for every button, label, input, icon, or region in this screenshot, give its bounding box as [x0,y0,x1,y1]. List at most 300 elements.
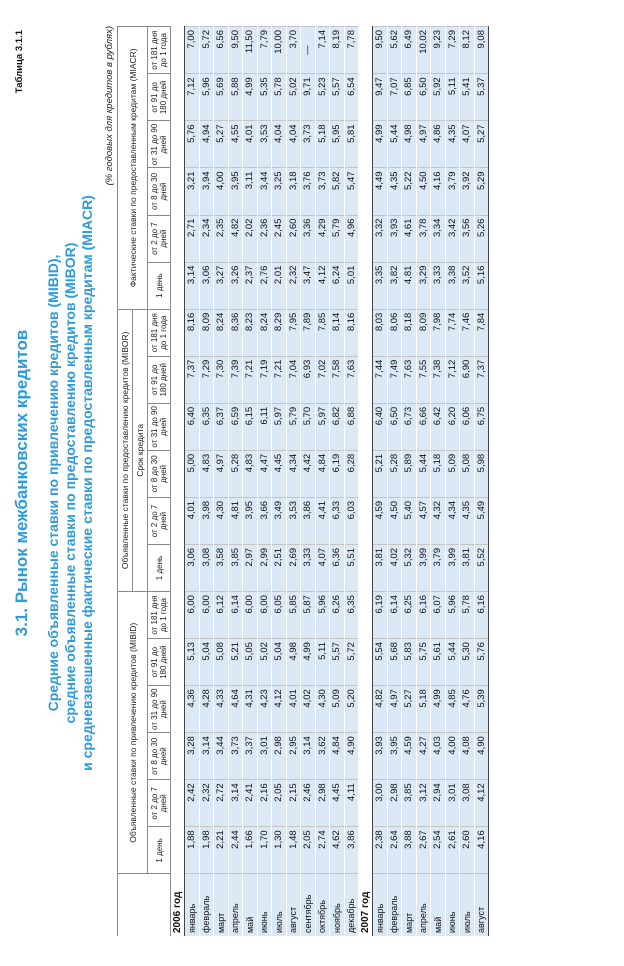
value-cell: 4,16 [431,168,446,215]
value-cell: 7,30 [214,356,229,403]
value-cell: 7,98 [431,309,446,356]
value-cell: 5,18 [416,686,431,733]
value-cell: 2,44 [228,827,243,874]
value-cell: 2,34 [199,215,214,262]
value-cell: 4,99 [373,121,388,168]
value-cell: 1,88 [185,827,200,874]
value-cell: 4,41 [315,497,330,544]
value-cell: 2,98 [272,733,287,780]
value-cell: 7,12 [445,356,460,403]
value-cell: 6,50 [416,74,431,121]
value-cell: 3,33 [301,544,316,591]
value-cell: 4,02 [301,686,316,733]
header-mibor: Объявленные ставки по предоставлению кредитов (MIBOR) [118,309,133,591]
table-row [373,27,388,937]
value-cell: 2,98 [315,780,330,827]
value-cell: 3,08 [199,544,214,591]
value-cell: 1,48 [286,827,301,874]
value-cell: 4,31 [243,686,258,733]
value-cell: 6,14 [387,592,402,639]
value-cell: 5,78 [460,592,475,639]
value-cell: 9,71 [301,74,316,121]
value-cell: 4,59 [373,497,388,544]
value-cell: 6,93 [301,356,316,403]
value-cell: 5,49 [474,497,489,544]
value-cell: 1,70 [257,827,272,874]
header-miacr: Фактические ставки по предоставленным кредитам (MIACR) [118,27,148,310]
value-cell: 5,52 [474,544,489,591]
value-cell: 6,00 [199,592,214,639]
month-cell: май [431,874,446,936]
value-cell: 5,88 [228,74,243,121]
value-cell: 5,26 [474,215,489,262]
term-header: от 31 до 90 дней [148,121,171,168]
month-cell: июнь [445,874,460,936]
value-cell: 9,08 [474,27,489,74]
value-cell: 4,49 [373,168,388,215]
value-cell: 8,24 [257,309,272,356]
value-cell: 5,75 [416,639,431,686]
year-label: 2006 год [171,27,185,937]
value-cell: 4,76 [460,686,475,733]
value-cell: 6,40 [373,403,388,450]
value-cell: 3,44 [257,168,272,215]
value-cell: 1,30 [272,827,287,874]
value-cell: 6,15 [243,403,258,450]
value-cell: 3,06 [185,544,200,591]
value-cell: 7,39 [228,356,243,403]
month-cell: декабрь [344,874,359,936]
term-header: 1 день [148,544,171,591]
month-cell: июль [460,874,475,936]
value-cell: 2,05 [272,780,287,827]
value-cell: 8,09 [199,309,214,356]
header-mibid: Объявленные ставки по привлечению кредитов (MIBID) [118,592,148,874]
value-cell: 4,35 [445,121,460,168]
value-cell: 4,01 [243,121,258,168]
value-cell: 3,73 [228,733,243,780]
value-cell: 4,45 [330,780,345,827]
value-cell: 3,49 [272,497,287,544]
value-cell: 2,94 [431,780,446,827]
value-cell: 3,66 [257,497,272,544]
value-cell: 5,87 [301,592,316,639]
value-cell: 4,12 [474,780,489,827]
value-cell: 5,44 [416,450,431,497]
value-cell: 5,83 [402,639,417,686]
value-cell: 4,57 [416,497,431,544]
value-cell: 4,98 [286,639,301,686]
value-cell: 3,47 [301,262,316,309]
value-cell: 4,04 [272,121,287,168]
value-cell: 6,75 [474,403,489,450]
value-cell: 6,28 [344,450,359,497]
value-cell: 3,99 [416,544,431,591]
value-cell: 5,72 [344,639,359,686]
value-cell: 7,38 [431,356,446,403]
value-cell: 3,93 [373,733,388,780]
value-cell: 3,73 [301,121,316,168]
value-cell: 5,44 [445,639,460,686]
value-cell: 6,12 [214,592,229,639]
value-cell: 3,56 [460,215,475,262]
value-cell: 5,01 [344,262,359,309]
value-cell: 4,55 [228,121,243,168]
value-cell: 6,19 [373,592,388,639]
value-cell: 2,36 [257,215,272,262]
table-row [460,27,475,937]
value-cell: 8,24 [214,309,229,356]
value-cell: 3,00 [373,780,388,827]
value-cell: 4,84 [330,733,345,780]
value-cell: 5,78 [272,74,287,121]
value-cell: 5,97 [315,403,330,450]
value-cell: 1,98 [199,827,214,874]
value-cell: 6,40 [185,403,200,450]
value-cell: 4,97 [387,686,402,733]
value-cell: 4,82 [373,686,388,733]
value-cell: 4,99 [431,686,446,733]
table-row [257,27,272,937]
value-cell: 5,27 [402,686,417,733]
value-cell: 3,11 [243,168,258,215]
value-cell: 6,90 [460,356,475,403]
value-cell: 2,69 [286,544,301,591]
value-cell: 4,42 [301,450,316,497]
rates-table [117,26,489,936]
value-cell: 2,99 [257,544,272,591]
value-cell: 5,62 [387,27,402,74]
value-cell: 5,76 [474,639,489,686]
value-cell: 3,53 [257,121,272,168]
value-cell: 5,05 [243,639,258,686]
value-cell: — [301,27,316,74]
month-cell: сентябрь [301,874,316,936]
value-cell: 5,47 [344,168,359,215]
value-cell: 2,38 [373,827,388,874]
value-cell: 7,44 [373,356,388,403]
value-cell: 1,66 [243,827,258,874]
value-cell: 2,15 [286,780,301,827]
term-header: от 91 до 180 дней [148,74,171,121]
value-cell: 4,64 [228,686,243,733]
value-cell: 5,18 [315,121,330,168]
value-cell: 4,62 [330,827,345,874]
value-cell: 6,88 [344,403,359,450]
value-cell: 5,95 [330,121,345,168]
units-note: (% годовых для кредитов в рублях) [104,26,115,186]
table-row [330,27,345,937]
value-cell: 4,32 [431,497,446,544]
value-cell: 5,98 [474,450,489,497]
value-cell: 5,37 [474,74,489,121]
table-row [214,27,229,937]
value-cell: 7,12 [185,74,200,121]
value-cell: 4,12 [272,686,287,733]
value-cell: 11,50 [243,27,258,74]
value-cell: 3,38 [445,262,460,309]
value-cell: 5,79 [330,215,345,262]
value-cell: 2,21 [214,827,229,874]
term-header: 1 день [148,827,171,874]
year-label: 2007 год [359,27,373,937]
value-cell: 4,01 [185,497,200,544]
value-cell: 3,98 [199,497,214,544]
value-cell: 5,22 [402,168,417,215]
term-header: от 8 до 30 дней [148,450,171,497]
value-cell: 3,12 [416,780,431,827]
value-cell: 6,49 [402,27,417,74]
value-cell: 6,85 [402,74,417,121]
value-cell: 3,35 [373,262,388,309]
value-cell: 3,85 [402,780,417,827]
term-header: от 2 до 7 дней [148,780,171,827]
value-cell: 5,09 [330,686,345,733]
value-cell: 4,90 [344,733,359,780]
section-title: 3.1. Рынок межбанковских кредитов [12,329,31,637]
value-cell: 6,73 [402,403,417,450]
value-cell: 5,68 [387,639,402,686]
table-row [199,27,214,937]
value-cell: 5,61 [431,639,446,686]
value-cell: 3,95 [228,168,243,215]
value-cell: 5,13 [185,639,200,686]
value-cell: 5,28 [387,450,402,497]
value-cell: 5,51 [344,544,359,591]
value-cell: 2,32 [199,780,214,827]
value-cell: 6,59 [228,403,243,450]
value-cell: 3,86 [301,497,316,544]
value-cell: 3,92 [460,168,475,215]
value-cell: 3,58 [214,544,229,591]
value-cell: 4,30 [214,497,229,544]
value-cell: 6,66 [416,403,431,450]
value-cell: 2,71 [185,215,200,262]
value-cell: 3,32 [373,215,388,262]
value-cell: 4,82 [228,215,243,262]
value-cell: 3,62 [315,733,330,780]
value-cell: 2,02 [243,215,258,262]
value-cell: 5,02 [257,639,272,686]
term-header: от 181 дня до 1 года [148,592,171,639]
value-cell: 5,20 [344,686,359,733]
value-cell: 4,02 [387,544,402,591]
value-cell: 3,85 [228,544,243,591]
value-cell: 3,36 [301,215,316,262]
term-header: от 31 до 90 дней [148,403,171,450]
value-cell: 8,29 [272,309,287,356]
table-row [272,27,287,937]
value-cell: 3,70 [286,27,301,74]
value-cell: 2,45 [272,215,287,262]
value-cell: 5,04 [199,639,214,686]
value-cell: 6,50 [387,403,402,450]
value-cell: 3,88 [402,827,417,874]
value-cell: 4,12 [315,262,330,309]
value-cell: 8,18 [402,309,417,356]
value-cell: 2,42 [185,780,200,827]
year-row [359,27,373,937]
value-cell: 8,12 [460,27,475,74]
value-cell: 5,11 [315,639,330,686]
value-cell: 5,54 [373,639,388,686]
table-row [402,27,417,937]
value-cell: 4,98 [402,121,417,168]
value-cell: 2,01 [272,262,287,309]
value-cell: 9,23 [431,27,446,74]
value-cell: 8,09 [416,309,431,356]
month-cell: июль [272,874,287,936]
value-cell: 6,00 [185,592,200,639]
value-cell: 7,21 [272,356,287,403]
value-cell: 4,97 [416,121,431,168]
value-cell: 3,34 [431,215,446,262]
value-cell: 2,76 [257,262,272,309]
value-cell: 3,81 [373,544,388,591]
value-cell: 4,07 [315,544,330,591]
value-cell: 7,00 [185,27,200,74]
value-cell: 5,28 [228,450,243,497]
value-cell: 4,11 [344,780,359,827]
value-cell: 3,95 [243,497,258,544]
value-cell: 5,96 [199,74,214,121]
value-cell: 4,47 [257,450,272,497]
value-cell: 3,52 [460,262,475,309]
term-header: от 2 до 7 дней [148,215,171,262]
value-cell: 7,85 [315,309,330,356]
value-cell: 5,21 [228,639,243,686]
value-cell: 7,79 [257,27,272,74]
term-header: от 8 до 30 дней [148,733,171,780]
value-cell: 3,28 [185,733,200,780]
value-cell: 2,54 [431,827,446,874]
subtitle-line: Средние объявленные ставки по привлечению кредитов (MIBID), [45,254,61,712]
value-cell: 8,06 [387,309,402,356]
value-cell: 4,04 [286,121,301,168]
value-cell: 3,01 [257,733,272,780]
value-cell: 7,49 [387,356,402,403]
table-row [286,27,301,937]
value-cell: 3,14 [301,733,316,780]
value-cell: 4,84 [315,450,330,497]
value-cell: 6,26 [330,592,345,639]
table-row [445,27,460,937]
value-cell: 5,44 [387,121,402,168]
table-row [243,27,258,937]
value-cell: 3,14 [199,733,214,780]
value-cell: 3,25 [272,168,287,215]
value-cell: 7,04 [286,356,301,403]
value-cell: 3,37 [243,733,258,780]
value-cell: 3,29 [416,262,431,309]
value-cell: 4,96 [344,215,359,262]
value-cell: 5,79 [286,403,301,450]
value-cell: 3,08 [460,780,475,827]
value-cell: 7,95 [286,309,301,356]
month-cell: январь [185,874,200,936]
value-cell: 7,19 [257,356,272,403]
value-cell: 3,79 [431,544,446,591]
value-cell: 9,47 [373,74,388,121]
value-cell: 5,29 [474,168,489,215]
value-cell: 5,92 [431,74,446,121]
value-cell: 5,70 [301,403,316,450]
value-cell: 7,07 [387,74,402,121]
value-cell: 2,97 [243,544,258,591]
value-cell: 9,50 [228,27,243,74]
value-cell: 5,41 [460,74,475,121]
table-row [416,27,431,937]
month-cell: ноябрь [330,874,345,936]
value-cell: 6,37 [214,403,229,450]
value-cell: 5,08 [460,450,475,497]
term-header: от 91 до 180 дней [148,639,171,686]
value-cell: 3,95 [387,733,402,780]
value-cell: 2,74 [315,827,330,874]
month-cell: январь [373,874,388,936]
value-cell: 4,81 [228,497,243,544]
value-cell: 4,16 [474,827,489,874]
table-row [185,27,200,937]
table-row [344,27,359,937]
value-cell: 4,85 [445,686,460,733]
value-cell: 6,36 [330,544,345,591]
value-cell: 5,09 [445,450,460,497]
value-cell: 4,35 [460,497,475,544]
value-cell: 8,36 [228,309,243,356]
value-cell: 4,50 [387,497,402,544]
value-cell: 7,37 [474,356,489,403]
value-cell: 7,84 [474,309,489,356]
value-cell: 6,56 [214,27,229,74]
year-row [171,27,185,937]
header-term: Срок кредита [133,309,148,591]
value-cell: 6,20 [445,403,460,450]
value-cell: 5,69 [214,74,229,121]
value-cell: 5,96 [445,592,460,639]
value-cell: 6,14 [228,592,243,639]
value-cell: 6,19 [330,450,345,497]
value-cell: 10,00 [272,27,287,74]
value-cell: 2,61 [445,827,460,874]
value-cell: 4,33 [214,686,229,733]
table-row [431,27,446,937]
month-cell: март [214,874,229,936]
month-cell: апрель [228,874,243,936]
value-cell: 6,00 [243,592,258,639]
value-cell: 6,06 [460,403,475,450]
value-cell: 3,18 [286,168,301,215]
value-cell: 2,32 [286,262,301,309]
value-cell: 3,81 [460,544,475,591]
value-cell: 8,03 [373,309,388,356]
value-cell: 4,94 [199,121,214,168]
table-row [315,27,330,937]
value-cell: 3,82 [387,262,402,309]
term-header: от 181 дня до 1 года [148,309,171,356]
value-cell: 4,35 [387,168,402,215]
value-cell: 2,64 [387,827,402,874]
table-subtitle [45,0,96,966]
value-cell: 5,82 [330,168,345,215]
term-header: от 8 до 30 дней [148,168,171,215]
value-cell: 5,11 [445,74,460,121]
value-cell: 2,67 [416,827,431,874]
value-cell: 3,44 [214,733,229,780]
value-cell: 5,85 [286,592,301,639]
value-cell: 5,32 [402,544,417,591]
value-cell: 3,26 [228,262,243,309]
